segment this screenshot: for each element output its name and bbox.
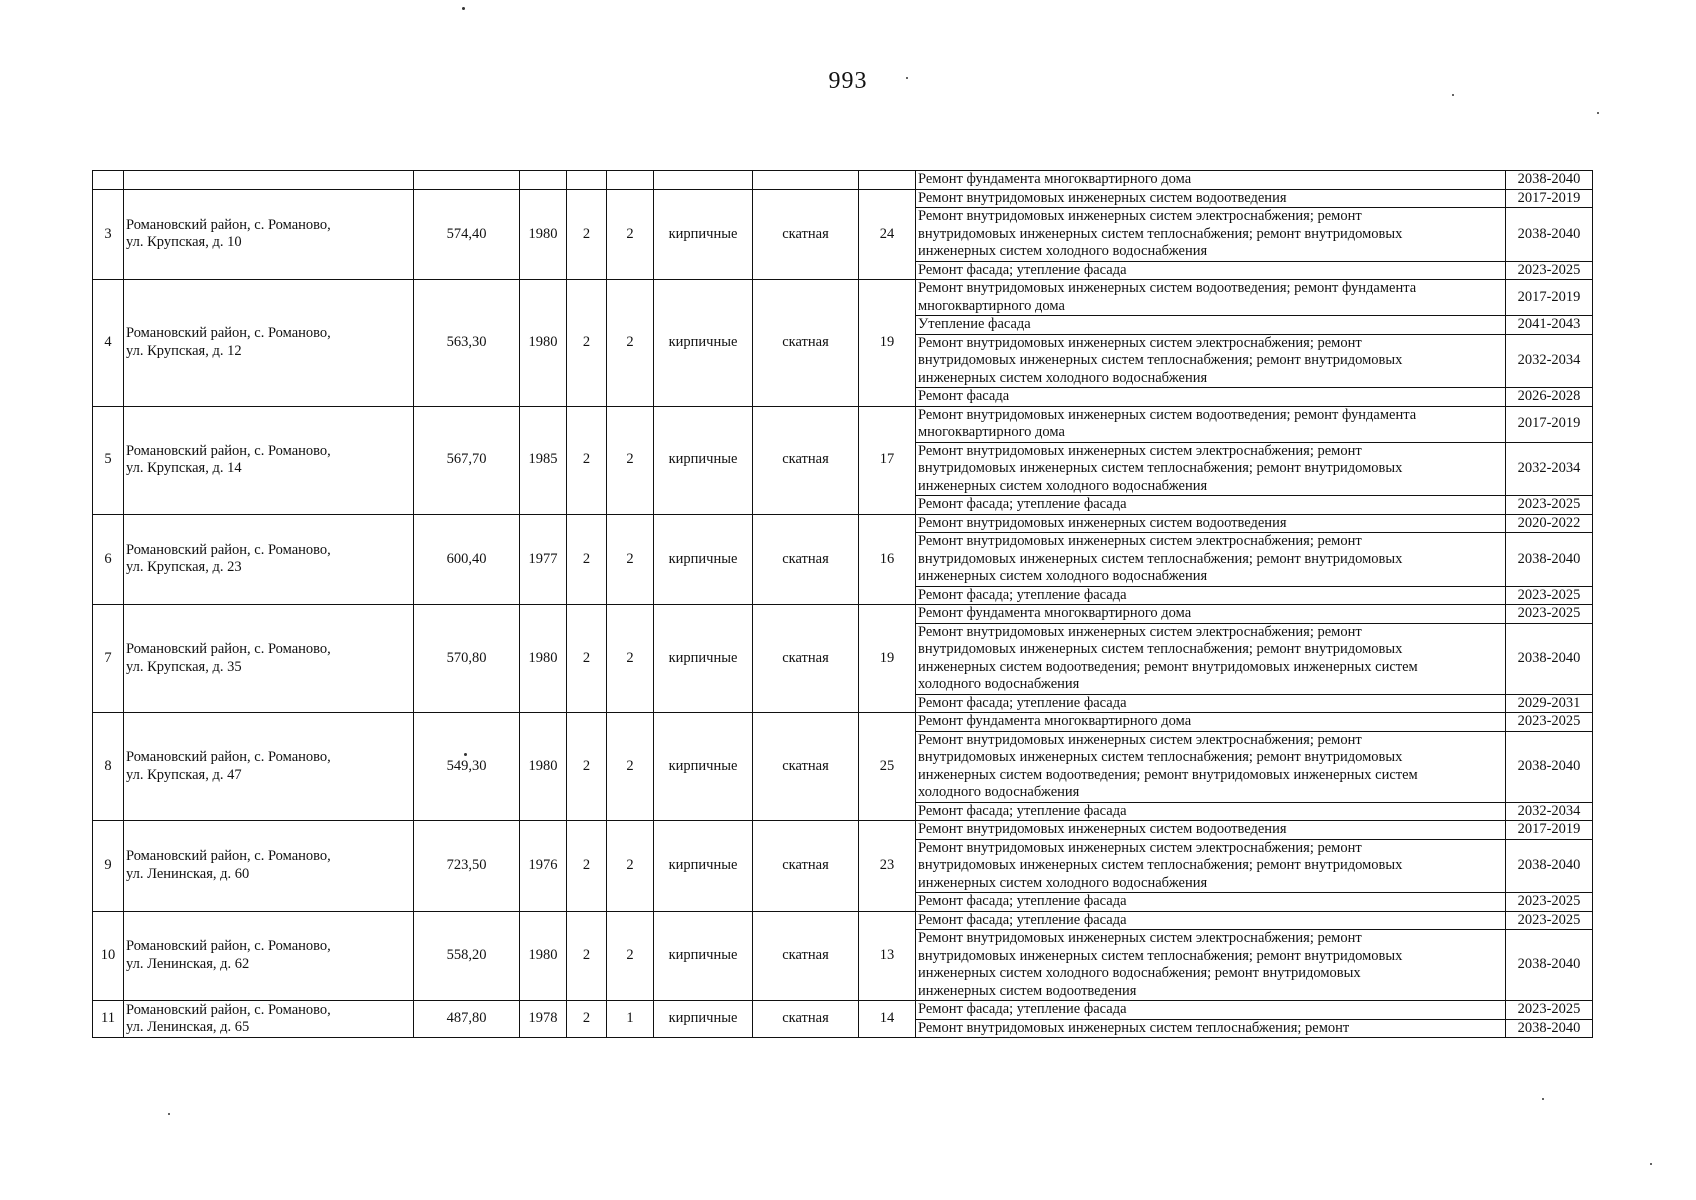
floors-cell: 2 bbox=[567, 821, 607, 912]
work-line: многоквартирного дома bbox=[918, 297, 1065, 314]
address-line: Романовский район, с. Романово, bbox=[126, 541, 331, 558]
work-line: внутридомовых инженерных систем теплоснабжения; ремонт внутридомовых bbox=[918, 550, 1403, 567]
address-line: ул. Крупская, д. 35 bbox=[126, 658, 242, 675]
walls-cell: кирпичные bbox=[654, 1001, 753, 1038]
work-line: холодного водоснабжения bbox=[918, 676, 1080, 692]
row-number: 3 bbox=[93, 189, 124, 280]
work-line: Ремонт внутридомовых инженерных систем электроснабжения; ремонт bbox=[918, 533, 1362, 549]
period-cell: 2038-2040 bbox=[1506, 208, 1593, 262]
year-cell: 1980 bbox=[520, 605, 567, 713]
entrances-cell: 2 bbox=[607, 189, 654, 280]
address-cell bbox=[124, 514, 414, 605]
work-line: Ремонт внутридомовых инженерных систем электроснабжения; ремонт bbox=[918, 623, 1362, 640]
area-cell: 567,70 bbox=[414, 406, 520, 514]
address-line: Романовский район, с. Романово, bbox=[126, 641, 331, 657]
work-cell bbox=[916, 586, 1506, 605]
scan-speck bbox=[1597, 112, 1599, 114]
work-cell bbox=[916, 731, 1506, 802]
address-line: ул. Крупская, д. 23 bbox=[126, 559, 242, 576]
area-cell: 558,20 bbox=[414, 911, 520, 1001]
year-cell: 1978 bbox=[520, 1001, 567, 1038]
entrances-cell: 2 bbox=[607, 821, 654, 912]
work-line: Ремонт фасада; утепление фасада bbox=[918, 496, 1127, 512]
period-cell: 2026-2028 bbox=[1506, 388, 1593, 407]
period-cell: 2023-2025 bbox=[1506, 605, 1593, 624]
period-cell: 2038-2040 bbox=[1506, 533, 1593, 587]
work-cell bbox=[916, 605, 1506, 624]
work-line: Ремонт фасада bbox=[918, 388, 1010, 404]
period-cell: 2023-2025 bbox=[1506, 496, 1593, 515]
work-cell bbox=[916, 496, 1506, 515]
work-cell bbox=[916, 713, 1506, 732]
work-line: инженерных систем холодного водоснабжения bbox=[918, 874, 1208, 891]
walls-cell: кирпичные bbox=[654, 605, 753, 713]
roof-cell: скатная bbox=[753, 605, 859, 713]
capital-repair-table bbox=[92, 170, 1593, 1038]
walls-cell: кирпичные bbox=[654, 406, 753, 514]
work-line: внутридомовых инженерных систем теплоснабжения; ремонт внутридомовых bbox=[918, 225, 1403, 242]
entrances-cell: 2 bbox=[607, 713, 654, 821]
work-line: Ремонт фасада; утепление фасада bbox=[918, 911, 1127, 928]
period-cell: 2017-2019 bbox=[1506, 189, 1593, 208]
row-number: 6 bbox=[93, 514, 124, 605]
work-line: инженерных систем холодного водоснабжения bbox=[918, 243, 1208, 259]
work-line: Ремонт фасада; утепление фасада bbox=[918, 586, 1127, 603]
floors-cell: 2 bbox=[567, 1001, 607, 1038]
period-cell: 2038-2040 bbox=[1506, 623, 1593, 694]
work-cell bbox=[916, 1019, 1506, 1038]
apartments-cell: 14 bbox=[859, 1001, 916, 1038]
work-line: Ремонт фасада; утепление фасада bbox=[918, 802, 1127, 819]
apartments-cell: 24 bbox=[859, 189, 916, 280]
table-row bbox=[93, 713, 1593, 732]
walls-cell: кирпичные bbox=[654, 713, 753, 821]
address-cell bbox=[124, 189, 414, 280]
work-line: Ремонт фасада; утепление фасада bbox=[918, 893, 1127, 909]
table-row bbox=[93, 1001, 1593, 1020]
work-cell bbox=[916, 694, 1506, 713]
row-number: 5 bbox=[93, 406, 124, 514]
floors-cell: 2 bbox=[567, 911, 607, 1001]
address-line: Романовский район, с. Романово, bbox=[126, 442, 331, 459]
table-row bbox=[93, 280, 1593, 316]
address-line: ул. Ленинская, д. 62 bbox=[126, 955, 250, 972]
period-cell: 2023-2025 bbox=[1506, 713, 1593, 732]
work-line: Ремонт внутридомовых инженерных систем электроснабжения; ремонт bbox=[918, 208, 1362, 224]
period-cell: 2038-2040 bbox=[1506, 930, 1593, 1001]
work-cell bbox=[916, 623, 1506, 694]
page-number: 993 bbox=[828, 68, 868, 94]
year-cell: 1980 bbox=[520, 189, 567, 280]
scan-speck bbox=[1452, 94, 1454, 96]
period-cell: 2041-2043 bbox=[1506, 316, 1593, 335]
apartments-cell: 17 bbox=[859, 406, 916, 514]
work-cell: Ремонт фундамента многоквартирного дома bbox=[916, 171, 1506, 190]
work-line: внутридомовых инженерных систем теплоснабжения; ремонт внутридомовых bbox=[918, 352, 1403, 368]
apartments-cell: 25 bbox=[859, 713, 916, 821]
scan-speck bbox=[464, 753, 467, 756]
period-cell: 2032-2034 bbox=[1506, 442, 1593, 496]
walls-cell: кирпичные bbox=[654, 189, 753, 280]
roof-cell: скатная bbox=[753, 280, 859, 407]
entrances-cell: 2 bbox=[607, 911, 654, 1001]
work-cell bbox=[916, 334, 1506, 388]
floors-cell: 2 bbox=[567, 189, 607, 280]
row-number: 7 bbox=[93, 605, 124, 713]
work-line: Ремонт внутридомовых инженерных систем водоотведения; ремонт фундамента bbox=[918, 280, 1417, 296]
entrances-cell: 2 bbox=[607, 605, 654, 713]
work-line: Ремонт внутридомовых инженерных систем водоотведения; ремонт фундамента bbox=[918, 406, 1417, 423]
apartments-cell: 23 bbox=[859, 821, 916, 912]
empty-cell bbox=[93, 171, 124, 190]
work-cell bbox=[916, 442, 1506, 496]
work-cell bbox=[916, 208, 1506, 262]
period-cell: 2032-2034 bbox=[1506, 334, 1593, 388]
walls-cell: кирпичные bbox=[654, 911, 753, 1001]
scan-speck bbox=[1650, 1163, 1652, 1165]
address-line: ул. Ленинская, д. 65 bbox=[126, 1019, 250, 1035]
work-line: Ремонт внутридомовых инженерных систем теплоснабжения; ремонт bbox=[918, 1019, 1350, 1036]
entrances-cell: 2 bbox=[607, 280, 654, 407]
roof-cell: скатная bbox=[753, 1001, 859, 1038]
area-cell: 563,30 bbox=[414, 280, 520, 407]
address-cell bbox=[124, 280, 414, 407]
work-line: Ремонт внутридомовых инженерных систем водоотведения bbox=[918, 821, 1287, 837]
work-line: инженерных систем холодного водоснабжения; ремонт внутридомовых bbox=[918, 965, 1361, 981]
row-number: 4 bbox=[93, 280, 124, 407]
work-line: Ремонт фасада; утепление фасада bbox=[918, 1001, 1127, 1017]
work-line: холодного водоснабжения bbox=[918, 784, 1080, 800]
empty-cell bbox=[607, 171, 654, 190]
work-line: Ремонт фасада; утепление фасада bbox=[918, 694, 1127, 711]
year-cell: 1980 bbox=[520, 280, 567, 407]
work-line: внутридомовых инженерных систем теплоснабжения; ремонт внутридомовых bbox=[918, 460, 1403, 476]
apartments-cell: 16 bbox=[859, 514, 916, 605]
work-cell bbox=[916, 189, 1506, 208]
work-cell bbox=[916, 280, 1506, 316]
work-line: внутридомовых инженерных систем теплоснабжения; ремонт внутридомовых bbox=[918, 857, 1403, 873]
work-line: инженерных систем водоотведения; ремонт внутридомовых инженерных систем bbox=[918, 766, 1418, 783]
work-line: инженерных систем холодного водоснабжения bbox=[918, 477, 1208, 494]
period-cell: 2038-2040 bbox=[1506, 839, 1593, 893]
work-line: Ремонт внутридомовых инженерных систем водоотведения bbox=[918, 514, 1287, 531]
floors-cell: 2 bbox=[567, 605, 607, 713]
table-row bbox=[93, 406, 1593, 442]
period-cell: 2038-2040 bbox=[1506, 1019, 1593, 1038]
work-line: Ремонт внутридомовых инженерных систем электроснабжения; ремонт bbox=[918, 930, 1362, 946]
work-line: Ремонт внутридомовых инженерных систем электроснабжения; ремонт bbox=[918, 442, 1362, 459]
work-cell bbox=[916, 839, 1506, 893]
work-line: инженерных систем холодного водоснабжения bbox=[918, 568, 1208, 584]
work-cell bbox=[916, 316, 1506, 335]
apartments-cell: 19 bbox=[859, 280, 916, 407]
work-cell bbox=[916, 821, 1506, 840]
work-line: Ремонт внутридомовых инженерных систем электроснабжения; ремонт bbox=[918, 334, 1362, 351]
empty-cell bbox=[124, 171, 414, 190]
walls-cell: кирпичные bbox=[654, 821, 753, 912]
address-cell bbox=[124, 821, 414, 912]
roof-cell: скатная bbox=[753, 514, 859, 605]
address-line: ул. Крупская, д. 10 bbox=[126, 234, 242, 251]
address-line: Романовский район, с. Романово, bbox=[126, 848, 331, 865]
work-cell bbox=[916, 388, 1506, 407]
entrances-cell: 2 bbox=[607, 514, 654, 605]
work-line: инженерных систем водоотведения; ремонт внутридомовых инженерных систем bbox=[918, 658, 1418, 675]
roof-cell: скатная bbox=[753, 189, 859, 280]
work-line: Ремонт внутридомовых инженерных систем электроснабжения; ремонт bbox=[918, 839, 1362, 856]
period-cell: 2038-2040 bbox=[1506, 171, 1593, 190]
work-line: Утепление фасада bbox=[918, 316, 1031, 332]
work-cell bbox=[916, 1001, 1506, 1020]
address-line: Романовский район, с. Романово, bbox=[126, 938, 331, 955]
area-cell: 549,30 bbox=[414, 713, 520, 821]
scan-speck bbox=[906, 77, 908, 79]
scan-speck bbox=[1542, 1098, 1544, 1100]
year-cell: 1976 bbox=[520, 821, 567, 912]
work-cell bbox=[916, 802, 1506, 821]
work-line: инженерных систем водоотведения bbox=[918, 982, 1137, 999]
work-line: Ремонт фасада; утепление фасада bbox=[918, 261, 1127, 278]
period-cell: 2017-2019 bbox=[1506, 406, 1593, 442]
period-cell: 2023-2025 bbox=[1506, 1001, 1593, 1020]
address-line: Романовский район, с. Романово, bbox=[126, 216, 331, 233]
period-cell: 2017-2019 bbox=[1506, 280, 1593, 316]
apartments-cell: 19 bbox=[859, 605, 916, 713]
address-line: Романовский район, с. Романово, bbox=[126, 325, 331, 342]
area-cell: 600,40 bbox=[414, 514, 520, 605]
year-cell: 1980 bbox=[520, 911, 567, 1001]
area-cell: 574,40 bbox=[414, 189, 520, 280]
roof-cell: скатная bbox=[753, 911, 859, 1001]
work-line: внутридомовых инженерных систем теплоснабжения; ремонт внутридомовых bbox=[918, 947, 1403, 964]
walls-cell: кирпичные bbox=[654, 514, 753, 605]
work-line: Ремонт фундамента многоквартирного дома bbox=[918, 605, 1192, 621]
empty-cell bbox=[567, 171, 607, 190]
year-cell: 1985 bbox=[520, 406, 567, 514]
table-row bbox=[93, 911, 1593, 930]
entrances-cell: 1 bbox=[607, 1001, 654, 1038]
empty-cell bbox=[753, 171, 859, 190]
table-row bbox=[93, 189, 1593, 208]
floors-cell: 2 bbox=[567, 280, 607, 407]
work-cell bbox=[916, 930, 1506, 1001]
roof-cell: скатная bbox=[753, 406, 859, 514]
address-line: ул. Крупская, д. 14 bbox=[126, 460, 242, 476]
address-line: ул. Крупская, д. 12 bbox=[126, 342, 242, 359]
empty-cell bbox=[520, 171, 567, 190]
address-line: ул. Крупская, д. 47 bbox=[126, 766, 242, 783]
period-cell: 2032-2034 bbox=[1506, 802, 1593, 821]
area-cell: 487,80 bbox=[414, 1001, 520, 1038]
row-number: 10 bbox=[93, 911, 124, 1001]
roof-cell: скатная bbox=[753, 713, 859, 821]
work-cell bbox=[916, 893, 1506, 912]
floors-cell: 2 bbox=[567, 713, 607, 821]
address-cell bbox=[124, 1001, 414, 1038]
roof-cell: скатная bbox=[753, 821, 859, 912]
period-cell: 2017-2019 bbox=[1506, 821, 1593, 840]
empty-cell bbox=[859, 171, 916, 190]
row-number: 8 bbox=[93, 713, 124, 821]
work-line: внутридомовых инженерных систем теплоснабжения; ремонт внутридомовых bbox=[918, 641, 1403, 657]
empty-cell bbox=[654, 171, 753, 190]
entrances-cell: 2 bbox=[607, 406, 654, 514]
address-cell bbox=[124, 605, 414, 713]
work-cell bbox=[916, 406, 1506, 442]
work-line: Ремонт фундамента многоквартирного дома bbox=[918, 713, 1192, 729]
period-cell: 2020-2022 bbox=[1506, 514, 1593, 533]
table-row bbox=[93, 821, 1593, 840]
apartments-cell: 13 bbox=[859, 911, 916, 1001]
scan-speck bbox=[462, 7, 465, 10]
work-line: Ремонт внутридомовых инженерных систем водоотведения bbox=[918, 189, 1287, 206]
period-cell: 2023-2025 bbox=[1506, 911, 1593, 930]
work-cell bbox=[916, 514, 1506, 533]
address-line: Романовский район, с. Романово, bbox=[126, 749, 331, 765]
address-line: Романовский район, с. Романово, bbox=[126, 1001, 331, 1018]
work-cell bbox=[916, 533, 1506, 587]
address-cell bbox=[124, 911, 414, 1001]
period-cell: 2023-2025 bbox=[1506, 586, 1593, 605]
work-line: многоквартирного дома bbox=[918, 424, 1065, 440]
table-row bbox=[93, 514, 1593, 533]
period-cell: 2023-2025 bbox=[1506, 893, 1593, 912]
work-line: внутридомовых инженерных систем теплоснабжения; ремонт внутридомовых bbox=[918, 749, 1403, 765]
row-number: 9 bbox=[93, 821, 124, 912]
scan-speck bbox=[168, 1113, 170, 1115]
period-cell: 2023-2025 bbox=[1506, 261, 1593, 280]
work-line: Ремонт внутридомовых инженерных систем электроснабжения; ремонт bbox=[918, 731, 1362, 748]
area-cell: 723,50 bbox=[414, 821, 520, 912]
table-row bbox=[93, 605, 1593, 624]
address-line: ул. Ленинская, д. 60 bbox=[126, 865, 250, 882]
row-number: 11 bbox=[93, 1001, 124, 1038]
period-cell: 2029-2031 bbox=[1506, 694, 1593, 713]
year-cell: 1977 bbox=[520, 514, 567, 605]
work-line: инженерных систем холодного водоснабжения bbox=[918, 369, 1208, 386]
walls-cell: кирпичные bbox=[654, 280, 753, 407]
address-cell bbox=[124, 406, 414, 514]
empty-cell bbox=[414, 171, 520, 190]
work-cell bbox=[916, 261, 1506, 280]
area-cell: 570,80 bbox=[414, 605, 520, 713]
period-cell: 2038-2040 bbox=[1506, 731, 1593, 802]
floors-cell: 2 bbox=[567, 514, 607, 605]
work-cell bbox=[916, 911, 1506, 930]
address-cell bbox=[124, 713, 414, 821]
table-row bbox=[93, 171, 1593, 190]
year-cell: 1980 bbox=[520, 713, 567, 821]
floors-cell: 2 bbox=[567, 406, 607, 514]
